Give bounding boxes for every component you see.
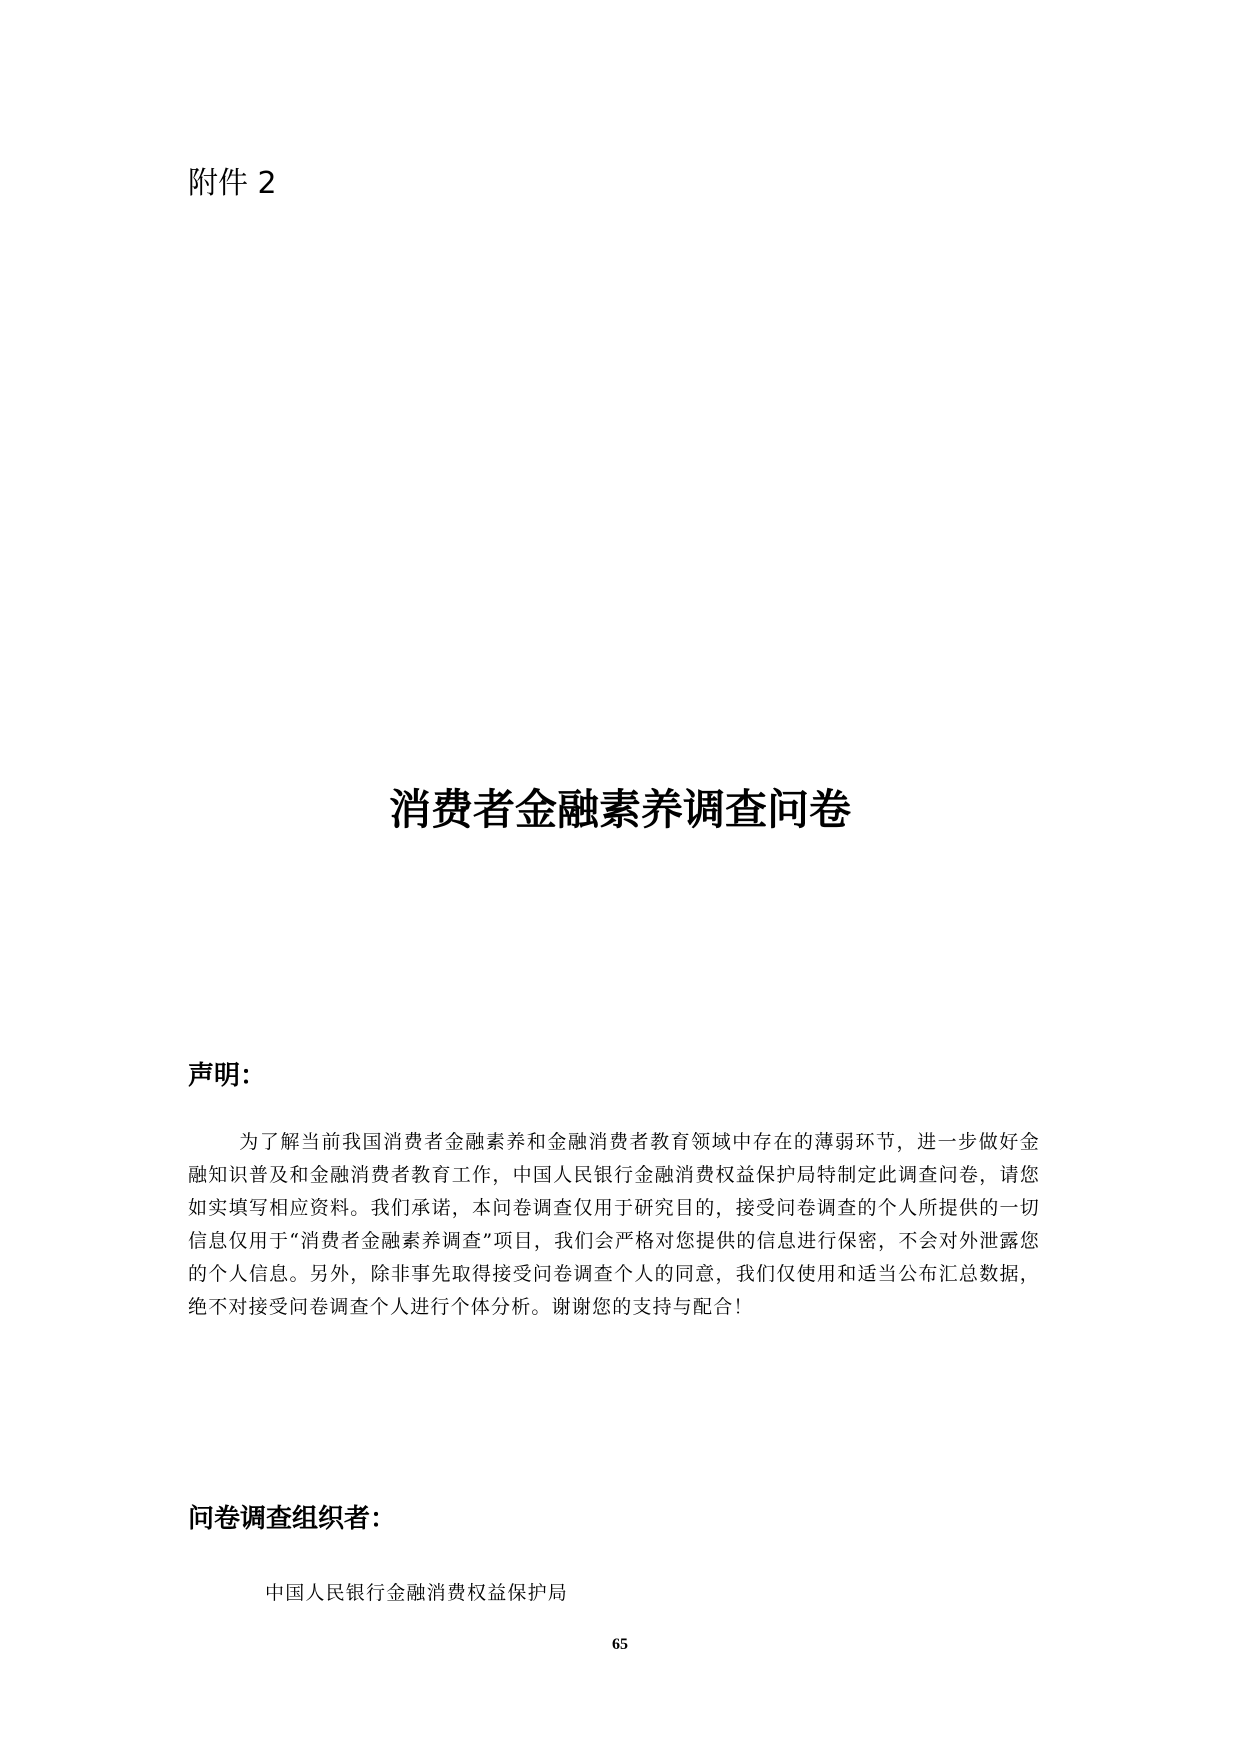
page-number: 65: [612, 1636, 628, 1653]
organizer-heading: 问卷调查组织者：: [188, 1504, 397, 1534]
declaration-paragraph: 为了解当前我国消费者金融素养和金融消费者教育领域中存在的薄弱环节，进一步做好金融知识普及和金融消费者教育工作，中国人民银行金融消费权益保护局特制定此调查问卷，请您如实填写相应资料。我们承诺，本问卷调查仅用于研究目的，接受问卷调查的个人所提供的一切信息仅用于“消费者金融素养调查”项目，我们会严格对您提供的信息进行保密，不会对外泄露您的个人信息。另外，除非事先取得接受问卷调查个人的同意，我们仅使用和适当公布汇总数据，绝不对接受问卷调查个人进行个体分析。谢谢您的支持与配合！: [188, 1131, 1040, 1318]
organizer-name: 中国人民银行金融消费权益保护局: [265, 1582, 569, 1604]
document-title: 消费者金融素养调查问卷: [388, 785, 851, 834]
attachment-label: 附件 2: [188, 166, 277, 201]
declaration-heading: 声明：: [188, 1061, 267, 1091]
